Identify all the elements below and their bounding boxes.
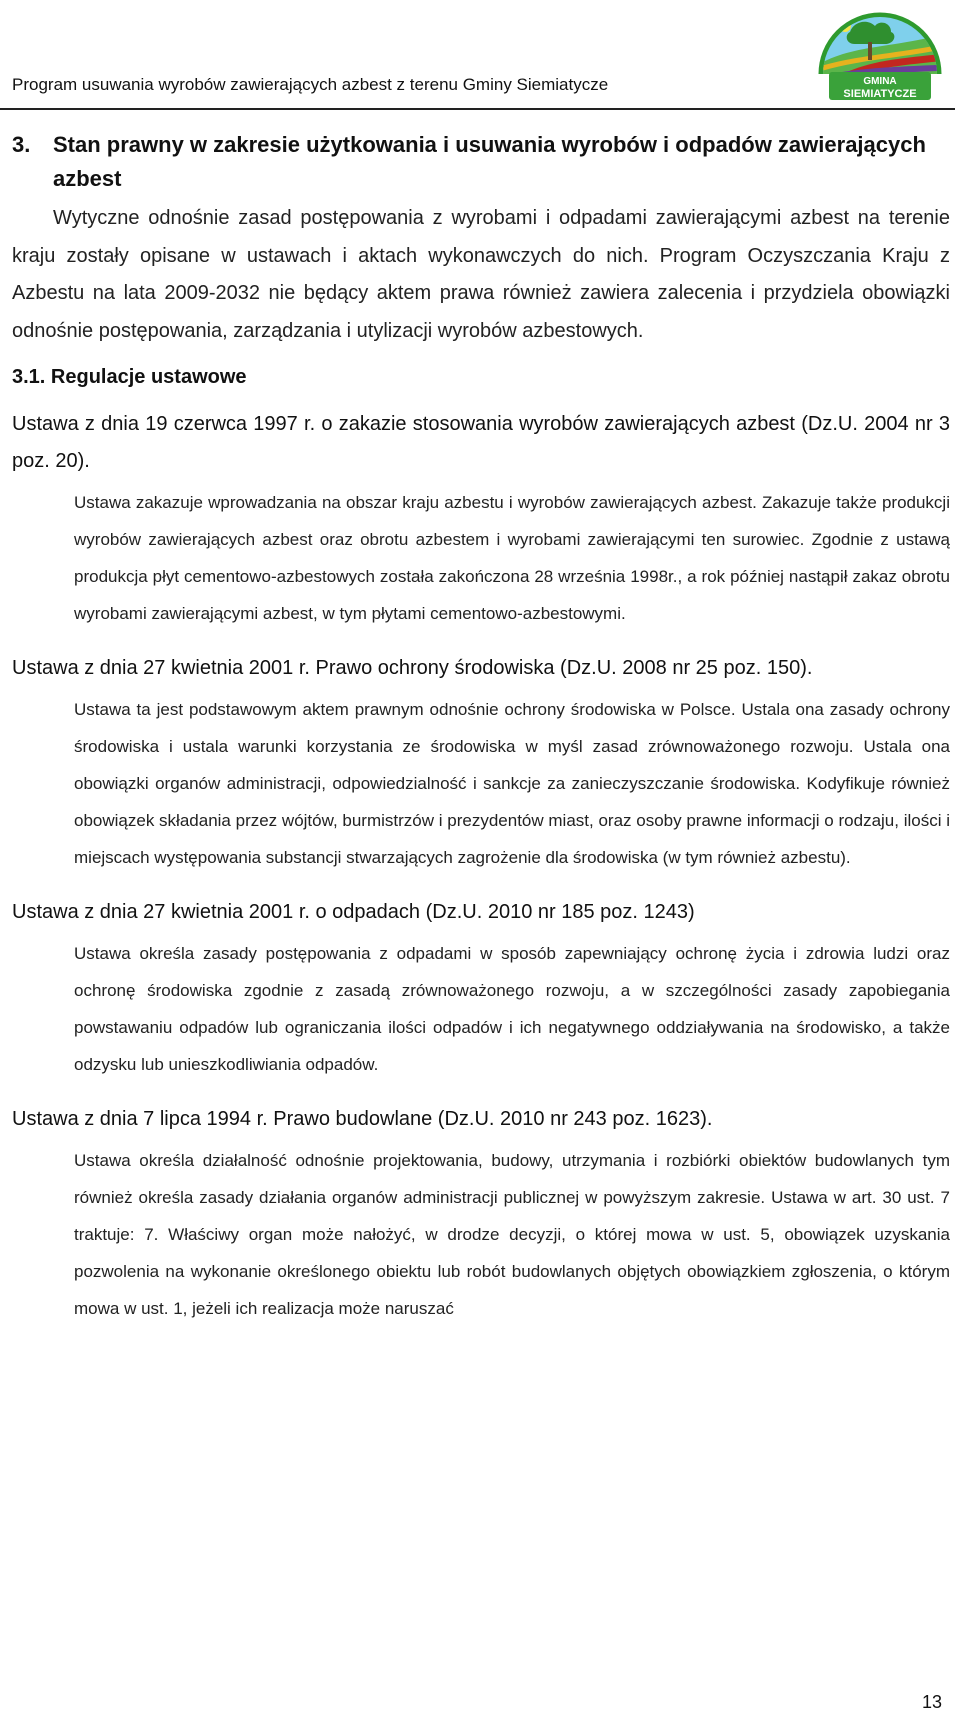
act-description: Ustawa określa działalność odnośnie projektowania, budowy, utrzymania i rozbiórki obiektów budowlanych tym również określa zasady działania organów administracji publicznej w powyższym zakresie. Ustawa w art. 30 ust. 7 traktuje: 7. Właściwy organ może nałożyć, w drodze decyzji, o której mowa w ust. 5, obowiązek uzyskania pozwolenia na wykonanie określonego obiektu lub robót budowlanych objętych obowiązkiem zgłoszenia, o którym mowa w ust. 1, jeżeli ich realizacja może naruszać — [74, 1151, 950, 1318]
act-description: Ustawa określa zasady postępowania z odpadami w sposób zapewniający ochronę życia i zdrowia ludzi oraz ochronę środowiska zgodnie z zasadą zrównoważonego rozwoju, a w szczególności zasady zapobiegania powstawaniu odpadów lub ograniczania ilości odpadów i ich negatywnego oddziaływania na środowisko, a także odzysku lub unieszkodliwiania odpadów. — [74, 944, 950, 1074]
section-intro: Wytyczne odnośnie zasad postępowania z wyrobami i odpadami zawierającymi azbest na terenie kraju zostały opisane w ustawach i aktach wykonawczych do nich. Program Oczyszczania Kraju z Azbestu na lata 2009-2032 nie będący aktem prawa również zawiera zalecenia i przydziela obowiązki odnośnie postępowania, zarządzania i utylizacji wyrobów azbestowych. — [12, 207, 950, 342]
act-title: Ustawa z dnia 7 lipca 1994 r. Prawo budowlane (Dz.U. 2010 nr 243 poz. 1623). — [12, 1108, 713, 1130]
document-title: Program usuwania wyrobów zawierających azbest z terenu Gminy Siemiatycze — [12, 75, 609, 94]
page-header — [0, 0, 960, 112]
act-description: Ustawa zakazuje wprowadzania na obszar kraju azbestu i wyrobów zawierających azbest. Zakazuje także produkcji wyrobów zawierających azbest oraz obrotu azbestem i wyrobami zawierającymi ten surowiec. Zgodnie z ustawą produkcja płyt cementowo-azbestowych została zakończona 28 września 1998r., a rok później nastąpił zakaz obrotu wyrobami zawierającymi azbest, w tym płytami cementowo-azbestowymi. — [74, 493, 950, 623]
subsection-heading — [12, 360, 950, 394]
page-body — [12, 118, 950, 1327]
subsection-title: Regulacje ustawowe — [50, 366, 247, 388]
section-title: Stan prawny w zakresie użytkowania i usuwania wyrobów i odpadów zawierających azbest — [53, 132, 926, 191]
gmina-siemiatycze-logo — [815, 2, 945, 102]
section-number: 3. — [12, 132, 31, 157]
act-title: Ustawa z dnia 19 czerwca 1997 r. o zakazie stosowania wyrobów zawierających azbest (Dz.U. 2004 nr 3 poz. 20). — [12, 413, 950, 472]
svg-text:GMINA: GMINA — [863, 76, 897, 87]
page-number: 13 — [922, 1692, 943, 1712]
act-title: Ustawa z dnia 27 kwietnia 2001 r. Prawo ochrony środowiska (Dz.U. 2008 nr 25 poz. 150). — [12, 657, 813, 679]
section-heading — [12, 128, 950, 196]
subsection-number: 3.1. — [12, 366, 46, 388]
act-description: Ustawa ta jest podstawowym aktem prawnym odnośnie ochrony środowiska w Polsce. Ustala ona zasady ochrony środowiska i ustala warunki korzystania ze środowiska w myśl zasad zrównoważonego rozwoju. Ustala ona obowiązki organów administracji, odpowiedzialność i sankcje za zanieczyszczanie środowiska. Kodyfikuje również obowiązek składania przez wójtów, burmistrzów i prezydentów miast, oraz osoby prawne informacji o rodzaju, ilości i miejscach występowania substancji stwarzających zagrożenie dla środowiska (w tym również azbestu). — [74, 700, 950, 867]
header-divider — [0, 108, 955, 110]
svg-text:SIEMIATYCZE: SIEMIATYCZE — [843, 88, 917, 100]
act-title: Ustawa z dnia 27 kwietnia 2001 r. o odpadach (Dz.U. 2010 nr 185 poz. 1243) — [12, 901, 695, 923]
